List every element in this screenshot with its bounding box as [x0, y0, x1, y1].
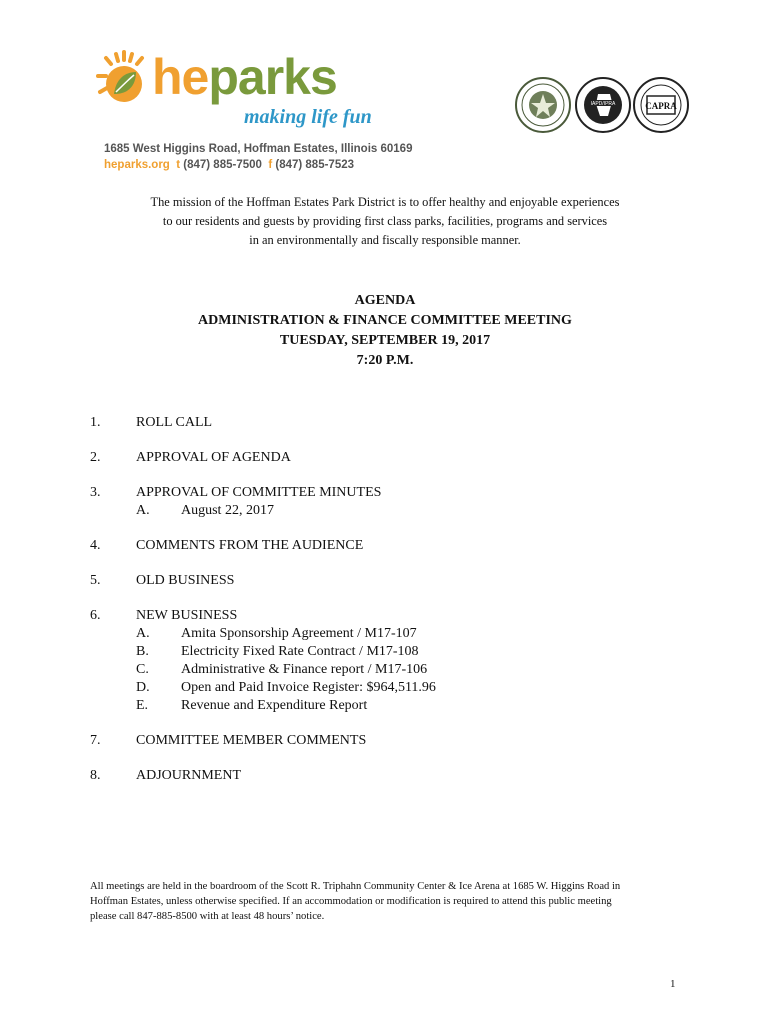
mission-line-2: to our residents and guests by providing first class parks, facilities, programs and services	[162, 214, 608, 228]
sub-item-letter: D.	[136, 680, 150, 695]
sub-item	[136, 679, 690, 697]
phone-number: (847) 885-7500	[183, 159, 262, 171]
capra-seal-text: CAPRA	[645, 101, 677, 111]
item-number: 7.	[90, 733, 101, 748]
brand-wordmark	[152, 49, 337, 105]
sub-item-letter: A.	[136, 626, 150, 641]
capra-seal-icon	[632, 76, 690, 134]
item-label: APPROVAL OF COMMITTEE MINUTES	[136, 485, 382, 500]
item-label: COMMITTEE MEMBER COMMENTS	[136, 733, 367, 748]
brand-prefix: he	[152, 49, 209, 105]
agenda-item	[90, 414, 690, 432]
sub-item-letter: E.	[136, 698, 149, 713]
item-number: 4.	[90, 538, 101, 553]
illinois-seal-icon	[574, 76, 632, 134]
sub-item	[136, 643, 690, 661]
sub-item	[136, 625, 690, 643]
item-number: 3.	[90, 485, 101, 500]
agenda-title: AGENDA	[354, 293, 416, 308]
meeting-name: ADMINISTRATION & FINANCE COMMITTEE MEETING	[198, 313, 572, 328]
ipra-seal-text: IAPD/IPRA	[590, 101, 616, 107]
sub-item	[136, 502, 690, 520]
meeting-time: 7:20 P.M.	[356, 353, 414, 368]
sub-item-letter: B.	[136, 644, 149, 659]
agenda-item	[90, 537, 690, 555]
sub-item-text: Amita Sponsorship Agreement / M17-107	[181, 626, 417, 641]
notice-line-1: All meetings are held in the boardroom of the Scott R. Triphahn Community Center & Ice Arena at 1685 W. Higgins Road in	[90, 881, 621, 892]
agenda-items	[90, 414, 690, 802]
fax-number: (847) 885-7523	[275, 159, 355, 171]
agenda-item	[90, 484, 690, 520]
item-label: ADJOURNMENT	[136, 768, 241, 783]
agenda-item	[90, 572, 690, 590]
item-number: 5.	[90, 573, 101, 588]
item-label: COMMENTS FROM THE AUDIENCE	[136, 538, 364, 553]
address-block	[104, 141, 412, 173]
meeting-notice	[90, 879, 680, 924]
street-address: 1685 West Higgins Road, Hoffman Estates, Illinois 60169	[104, 143, 413, 155]
sun-leaf-icon	[94, 48, 154, 108]
contact-line	[104, 157, 412, 173]
sub-item-text: August 22, 2017	[181, 503, 274, 518]
item-label: OLD BUSINESS	[136, 573, 235, 588]
agenda-item	[90, 767, 690, 785]
meeting-date: TUESDAY, SEPTEMBER 19, 2017	[279, 333, 491, 348]
notice-line-3: please call 847-885-8500 with at least 48 hours’ notice.	[90, 911, 325, 922]
item-number: 2.	[90, 450, 101, 465]
page-number: 1	[670, 978, 676, 990]
item-label: NEW BUSINESS	[136, 608, 238, 623]
fax-label: f	[268, 159, 273, 171]
item-number: 1.	[90, 415, 101, 430]
sub-item	[136, 697, 690, 715]
brand-suffix: parks	[208, 49, 337, 105]
agenda-item	[90, 449, 690, 467]
sub-item-text: Administrative & Finance report / M17-106	[181, 662, 428, 677]
sub-item	[136, 661, 690, 679]
sub-item-text: Open and Paid Invoice Register: $964,511.96	[181, 680, 436, 695]
mission-line-1: The mission of the Hoffman Estates Park District is to offer healthy and enjoyable experiences	[150, 195, 620, 209]
item-number: 8.	[90, 768, 101, 783]
notice-line-2: Hoffman Estates, unless otherwise specified. If an accommodation or modification is required to attend this public meeting	[90, 896, 612, 907]
item-label: ROLL CALL	[136, 415, 213, 430]
district-seal-icon	[514, 76, 572, 134]
agenda-heading	[100, 291, 670, 371]
sub-item-letter: C.	[136, 662, 149, 677]
heparks-logo	[94, 48, 384, 140]
website-link[interactable]: heparks.org	[104, 159, 170, 171]
phone-label: t	[176, 159, 181, 171]
sub-item-text: Revenue and Expenditure Report	[181, 698, 368, 713]
mission-statement	[110, 193, 660, 250]
sub-item-text: Electricity Fixed Rate Contract / M17-108	[181, 644, 419, 659]
item-number: 6.	[90, 608, 101, 623]
sub-item-letter: A.	[136, 503, 150, 518]
tagline: making life fun	[244, 106, 372, 128]
mission-line-3: in an environmentally and fiscally responsible manner.	[249, 233, 521, 247]
agenda-item	[90, 607, 690, 715]
item-label: APPROVAL OF AGENDA	[136, 450, 291, 465]
accreditation-seals	[514, 76, 690, 136]
agenda-item	[90, 732, 690, 750]
